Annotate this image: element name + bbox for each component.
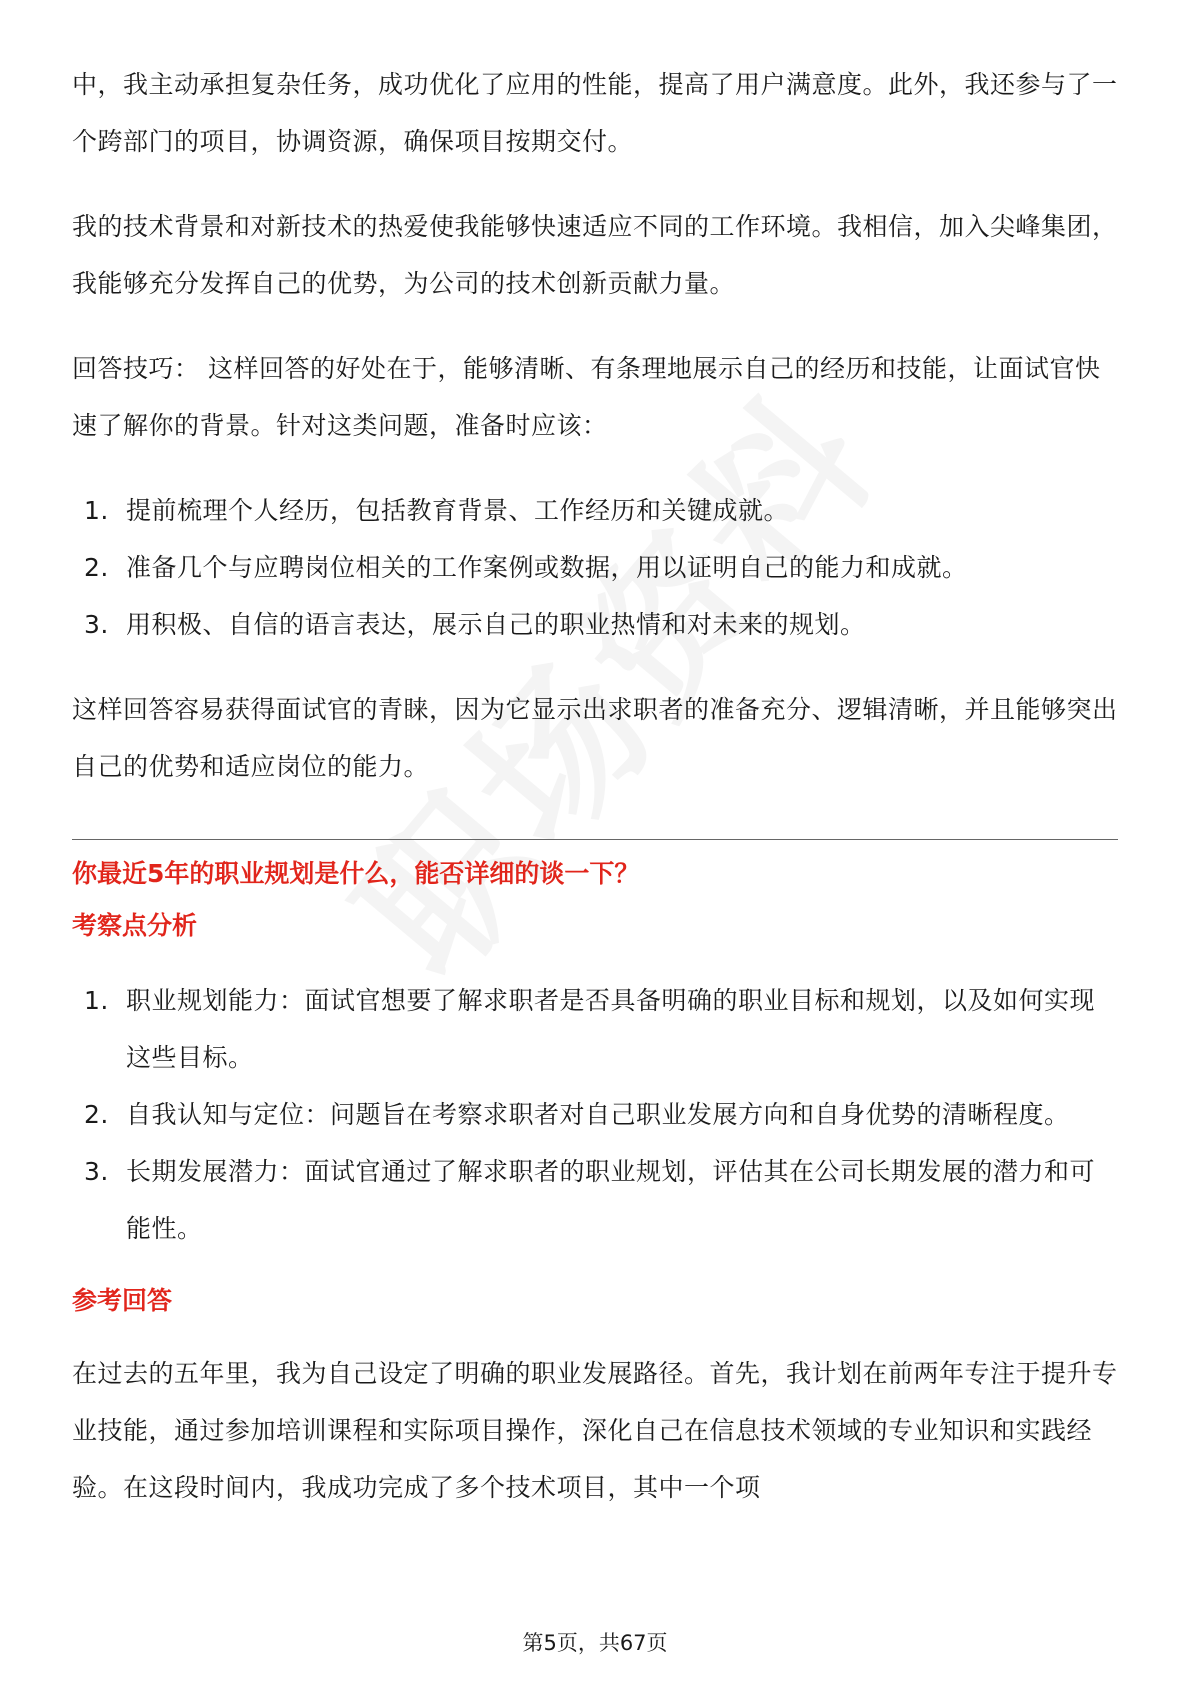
list-item-number: 1. bbox=[84, 986, 109, 1015]
analysis-list bbox=[72, 972, 1118, 1257]
list-item bbox=[72, 1086, 1118, 1143]
list-item-number: 2. bbox=[84, 553, 109, 582]
paragraph-conclusion: 这样回答容易获得面试官的青睐，因为它显示出求职者的准备充分、逻辑清晰，并且能够突出自己的优势和适应岗位的能力。 bbox=[72, 695, 1118, 781]
list-item-text: 准备几个与应聘岗位相关的工作案例或数据，用以证明自己的能力和成就。 bbox=[126, 553, 968, 582]
list-item bbox=[72, 539, 1118, 596]
list-item-text: 长期发展潜力：面试官通过了解求职者的职业规划，评估其在公司长期发展的潜力和可能性。 bbox=[126, 1157, 1096, 1243]
list-item-number: 3. bbox=[84, 610, 109, 639]
list-item bbox=[72, 1143, 1118, 1257]
list-item-number: 2. bbox=[84, 1100, 109, 1129]
question-title: 你最近5年的职业规划是什么，能否详细的谈一下？ bbox=[72, 859, 640, 888]
list-item-text: 提前梳理个人经历，包括教育背景、工作经历和关键成就。 bbox=[126, 496, 790, 525]
analysis-heading: 考察点分析 bbox=[72, 911, 198, 940]
list-item-text: 自我认知与定位：问题旨在考察求职者对自己职业发展方向和自身优势的清晰程度。 bbox=[126, 1100, 1070, 1129]
page-number: 第5页，共67页 bbox=[522, 1631, 668, 1655]
list-item-number: 3. bbox=[84, 1157, 109, 1186]
list-item bbox=[72, 482, 1118, 539]
paragraph-tech-background: 我的技术背景和对新技术的热爱使我能够快速适应不同的工作环境。我相信，加入尖峰集团，我能够充分发挥自己的优势，为公司的技术创新贡献力量。 bbox=[72, 212, 1118, 298]
tips-list bbox=[72, 482, 1118, 653]
paragraph-achievements: 中，我主动承担复杂任务，成功优化了应用的性能，提高了用户满意度。此外，我还参与了一个跨部门的项目，协调资源，确保项目按期交付。 bbox=[72, 70, 1118, 156]
list-item bbox=[72, 972, 1118, 1086]
paragraph-answer-tips: 回答技巧： 这样回答的好处在于，能够清晰、有条理地展示自己的经历和技能，让面试官快速了解你的背景。针对这类问题，准备时应该： bbox=[72, 354, 1101, 440]
answer-paragraph: 在过去的五年里，我为自己设定了明确的职业发展路径。首先，我计划在前两年专注于提升专业技能，通过参加培训课程和实际项目操作，深化自己在信息技术领域的专业知识和实践经验。在这段时间内，我成功完成了多个技术项目，其中一个项 bbox=[72, 1359, 1118, 1502]
list-item-text: 职业规划能力：面试官想要了解求职者是否具备明确的职业目标和规划，以及如何实现这些目标。 bbox=[126, 986, 1096, 1072]
list-item bbox=[72, 596, 1118, 653]
page-content bbox=[72, 56, 1118, 1516]
answer-heading: 参考回答 bbox=[72, 1286, 173, 1315]
list-item-number: 1. bbox=[84, 496, 109, 525]
list-item-text: 用积极、自信的语言表达，展示自己的职业热情和对未来的规划。 bbox=[126, 610, 866, 639]
